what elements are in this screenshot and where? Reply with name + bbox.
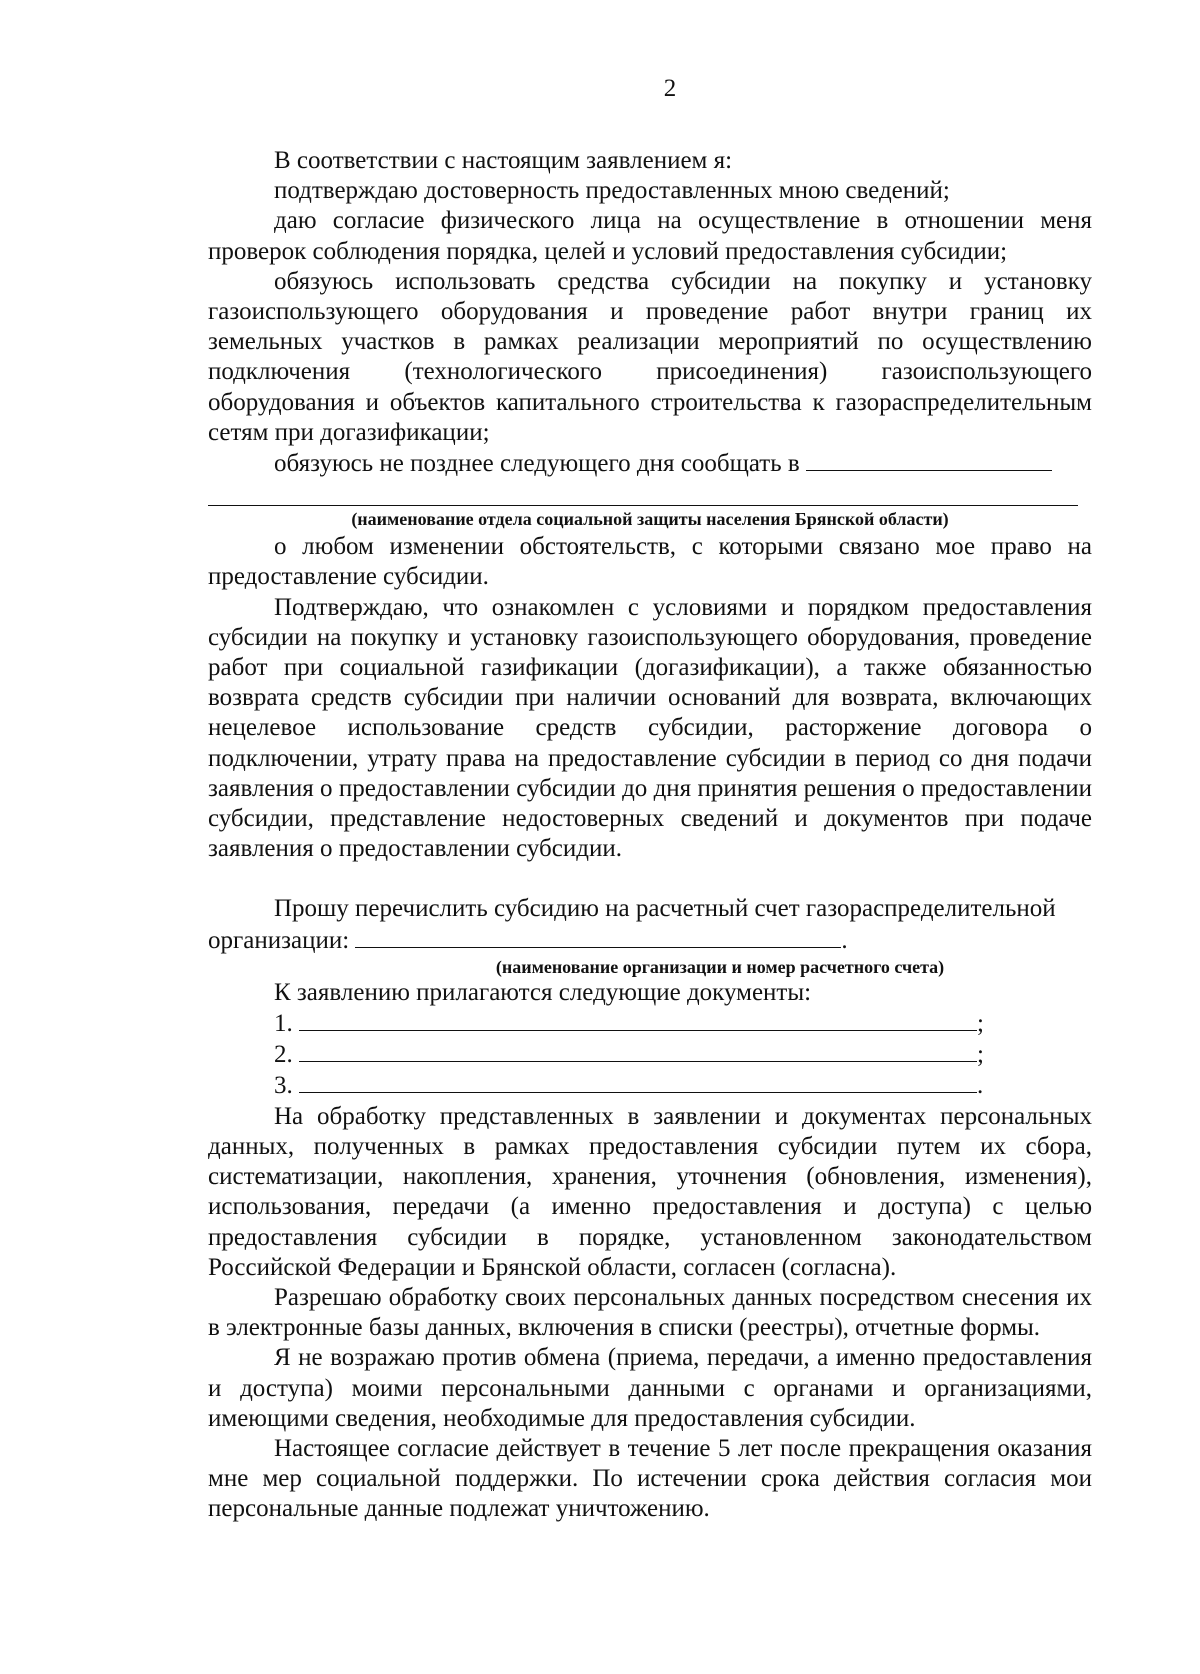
attachment-blank-line (299, 1039, 977, 1062)
attachment-number: 2. (274, 1041, 293, 1069)
attachment-item (208, 1070, 1092, 1101)
paragraph-data-exchange: Я не возражаю против обмена (приема, передачи, а именно предоставления и доступа) моими персональными данными с органами и организациями, имеющими сведения, необходимые для предоставления субсидии. (208, 1344, 1092, 1432)
department-caption: (наименование отдела социальной защиты населения Брянской области) (351, 509, 949, 530)
attachment-number: 1. (274, 1010, 293, 1038)
paragraph-acknowledgement: Подтверждаю, что ознакомлен с условиями и порядком предоставления субсидии на покупку и установку газоиспользующего оборудования, проведение работ при социальной газификации (догазификации), а также обязанностью возврата средств субсидии при наличии оснований для возврата, включающих нецелевое использование средств субсидии, расторжение договора о подключении, утрату права на предоставление субсидии в период со дня подачи заявления о предоставлении субсидии до дня принятия решения о предоставлении субсидии, представление недостоверных сведений и документов при подаче заявления о предоставлении субсидии. (208, 593, 1092, 863)
paragraph-confirm-accuracy: подтверждаю достоверность предоставленных мною сведений; (274, 177, 950, 205)
paragraph-data-processing: Разрешаю обработку своих персональных данных посредством снесения их в электронные базы данных, включения в списки (реестры), отчетные формы. (208, 1283, 1092, 1342)
paragraph-transfer-request: Прошу перечислить субсидию на расчетный счет газораспределительной (274, 895, 1056, 923)
attachment-item (208, 1008, 1092, 1039)
paragraph-consent-duration: Настоящее согласие действует в течение 5 лет после прекращения оказания мне мер социальной поддержки. По истечении срока действия согласия мои персональные данные подлежат уничтожению. (208, 1434, 1092, 1523)
organization-row (208, 925, 1092, 956)
organization-label: организации: (208, 926, 350, 954)
attachment-number: 3. (274, 1072, 293, 1100)
attachment-item (208, 1039, 1092, 1070)
organization-end-mark: . (841, 926, 848, 954)
attachment-blank-line (299, 1008, 977, 1031)
notify-text: обязуюсь не позднее следующего дня сообщать в (274, 450, 800, 478)
attachment-blank-line (299, 1070, 977, 1093)
attachment-end-mark: . (977, 1072, 984, 1100)
paragraph-intro: В соответствии с настоящим заявлением я: (274, 147, 733, 174)
organization-caption: (наименование организации и номер расчетного счета) (495, 956, 945, 977)
department-blank-rule (208, 479, 1078, 506)
attachment-end-mark: ; (977, 1041, 984, 1069)
spacer (208, 864, 1092, 894)
paragraph-attachments: К заявлению прилагаются следующие документы: (274, 978, 812, 1006)
organization-blank-line (355, 925, 841, 948)
department-blank-line (806, 448, 1052, 471)
paragraph-personal-data-consent: На обработку представленных в заявлении и документах персональных данных, полученных в рамках предоставления субсидии путем их сбора, систематизации, накопления, хранения, уточнения (обновления, изменения), использования, передачи (а именно предоставления и доступа) с целью предоставления субсидии в порядке, установленном законодательством Российской Федерации и Брянской области, согласен (согласна). (208, 1102, 1092, 1281)
attachment-end-mark: ; (977, 1010, 984, 1038)
paragraph-change-circumstances: о любом изменении обстоятельств, с которыми связано мое право на предоставление субсидии. (208, 533, 1092, 591)
paragraph-obligation-use: обязуюсь использовать средства субсидии на покупку и установку газоиспользующего оборудования и проведение работ внутри границ их земельных участков в рамках реализации мероприятий по осуществлению подключения (технологического присоединения) газоиспользующего оборудования и объектов капитального строительства к газораспределительным сетям при догазификации; (208, 267, 1092, 446)
paragraph-obligation-notify (208, 448, 1092, 479)
page-number: 2 (663, 75, 677, 102)
paragraph-consent-checks: даю согласие физического лица на осуществление в отношении меня проверок соблюдения порядка, целей и условий предоставления субсидии; (208, 207, 1092, 265)
